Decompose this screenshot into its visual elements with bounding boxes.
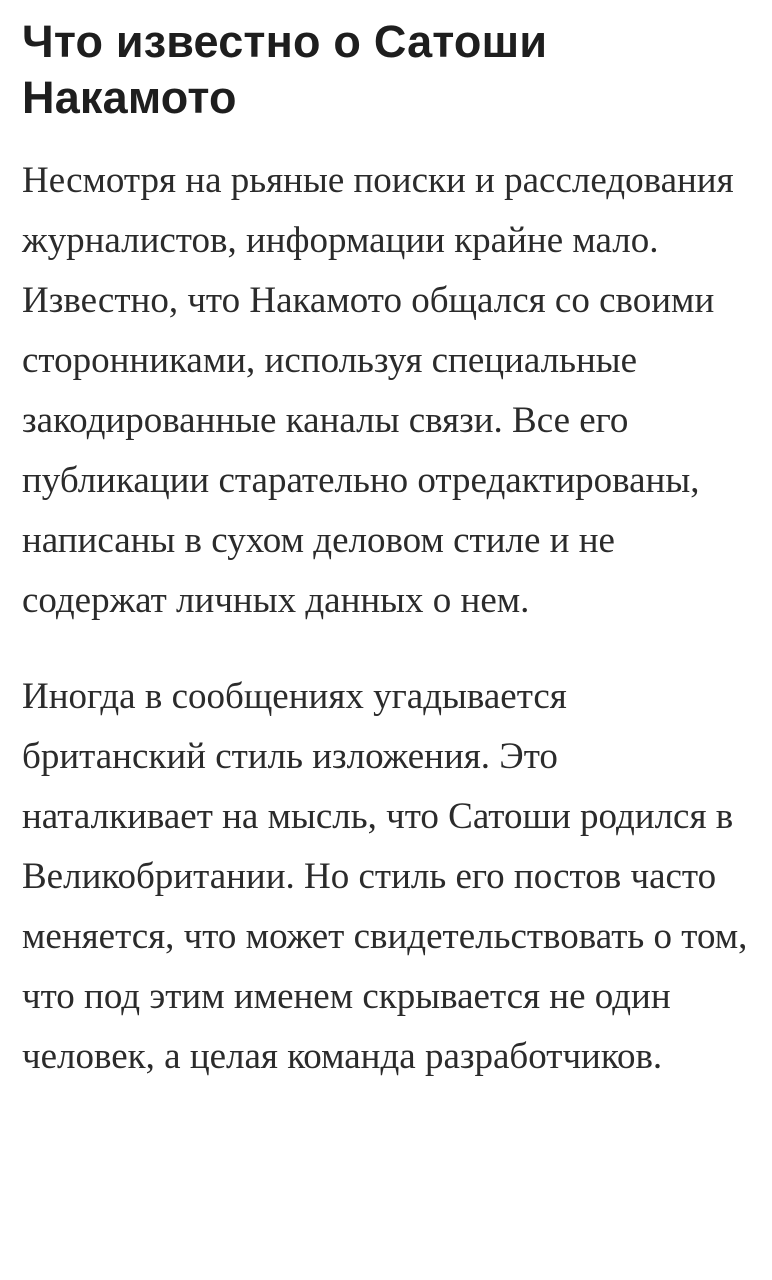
article-paragraph-2: Иногда в сообщениях угадывается британский стиль изложения. Это наталкивает на мысль, что Сатоши родился в Великобритании. Но стиль его постов часто меняется, что может свидетельствовать о том, что под этим именем скрывается не один человек, а целая команда разработчиков. xyxy=(22,676,748,1077)
article-title: Что известно о Сатоши Накамото xyxy=(22,16,548,123)
article-paragraph-1: Несмотря на рьяные поиски и расследования журналистов, информации крайне мало. Известно, что Накамото общался со своими сторонниками, используя специальные закодированные каналы связи. Все его публикации старательно отредактированы, написаны в сухом деловом стиле и не содержат личных данных о нем. xyxy=(22,160,734,621)
article xyxy=(22,0,752,1087)
